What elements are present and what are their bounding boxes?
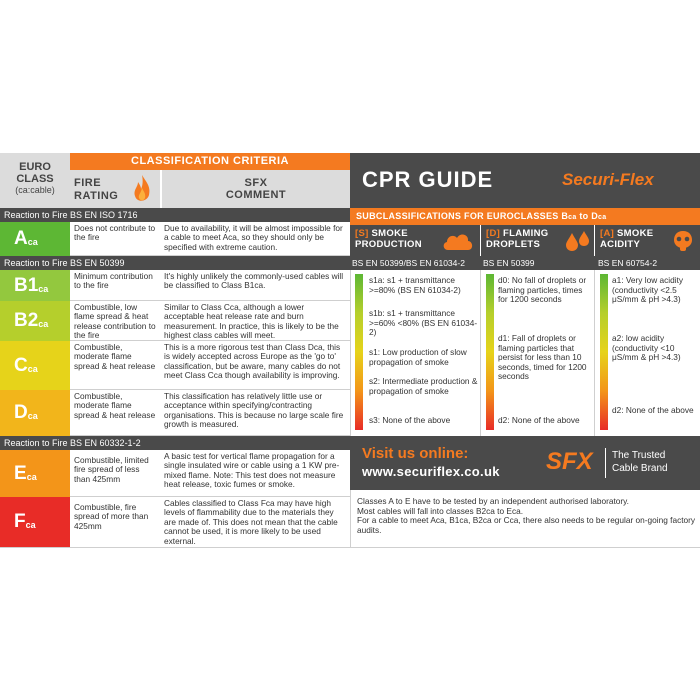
fire-line2: RATING (74, 190, 119, 202)
acidity-item-a2: a2: low acidity (conductivity <10 μS/mm & pH >4.3) (612, 333, 681, 363)
criteria-title: CLASSIFICATION CRITERIA (70, 153, 350, 170)
notes-block (350, 490, 700, 547)
class-badge-fca (0, 497, 70, 547)
note-line-1: Classes A to E have to be tested by an independent authorised laboratory. (357, 496, 629, 506)
section-iso-1716: Reaction to Fire BS EN ISO 1716 (0, 208, 350, 222)
class-sub: ca (38, 283, 49, 294)
class-badge-aca (0, 222, 70, 256)
droplets-word: FLAMING (503, 228, 549, 239)
fire-rating-aca: Does not contribute to the fire (70, 222, 160, 256)
smoke-item-s1a: s1a: s1 + transmittance >=80% (BS EN 61034-2) (369, 275, 461, 295)
fire-rating-b2ca: Combustible, low flame spread & heat release contribution to the fire (70, 301, 160, 341)
subclass-ca-1: ca (568, 214, 577, 221)
class-letter: C (14, 354, 28, 376)
section-en-60332: Reaction to Fire BS EN 60332-1-2 (0, 436, 350, 450)
droplets-icon (565, 230, 591, 252)
gas-mask-icon (671, 229, 695, 253)
divider-2 (594, 270, 595, 436)
droplets-word2: DROPLETS (486, 239, 541, 250)
droplets-item-d2: d2: None of the above (498, 415, 580, 425)
smoke-item-s2: s2: Intermediate production & propagation of smoke (369, 376, 478, 396)
acidity-item-d2: d2: None of the above (612, 405, 694, 415)
guide-header (350, 153, 700, 208)
euro-class-line1: EURO (19, 161, 51, 173)
subclass-to: to D (576, 211, 599, 221)
class-badge-b1ca (0, 270, 70, 301)
promo-url[interactable]: www.securiflex.co.uk (362, 464, 500, 479)
fire-rating-cca: Combustible, moderate flame spread & heat release (70, 341, 160, 390)
class-sub: ca (27, 411, 38, 421)
class-badge-cca (0, 341, 70, 390)
promo-visit: Visit us online: (362, 445, 469, 462)
acidity-gradient-bar (600, 274, 608, 430)
euro-class-line2: CLASS (16, 173, 54, 185)
note-line-2: Most cables will fall into classes B2ca to Eca. (357, 505, 524, 516)
class-letter: B1 (14, 274, 39, 296)
comment-dca: This classification has relatively little use or acceptance within specifying/contracting organisations. This is because no large scale fire growth is measured. (160, 390, 350, 436)
smoke-gradient-bar (355, 274, 363, 430)
fire-rating-fca: Combustible, fire spread of more than 425mm (74, 502, 149, 531)
acidity-header (595, 225, 700, 256)
smoke-item-s1b: s1b: s1 + transmittance >=60% <80% (BS EN 61034-2) (369, 308, 478, 338)
subclass-title (350, 208, 700, 225)
comment-b1ca: It's highly unlikely the commonly-used cables will be classified to Class B1ca. (160, 270, 350, 301)
promo-divider (605, 448, 606, 478)
promo-banner (350, 436, 700, 490)
class-badge-dca (0, 390, 70, 436)
smoke-code: [S] (355, 228, 369, 239)
droplets-code: [D] (486, 228, 501, 239)
class-sub: ca (38, 319, 49, 329)
section-en-50399: Reaction to Fire BS EN 50399 (0, 256, 350, 270)
droplets-item-d0: d0: No fall of droplets or flaming particles, times for 1200 seconds (498, 275, 587, 305)
comment-aca: Due to availability, it will be almost impossible for a cable to meet Aca, so they should only be specified with extreme caution. (160, 222, 350, 256)
acidity-standard: BS EN 60754-2 (598, 258, 658, 268)
flame-icon (132, 174, 152, 204)
acidity-code: [A] (600, 228, 615, 239)
acidity-word: SMOKE (617, 228, 654, 239)
smoke-word2: PRODUCTION (355, 239, 422, 250)
sfx-logo: SFX (546, 448, 593, 475)
acidity-word2: ACIDITY (600, 239, 641, 250)
droplets-standard: BS EN 50399 (483, 258, 535, 268)
promo-tag1: The Trusted (612, 450, 666, 461)
class-sub: ca (26, 471, 37, 482)
subclass-title-a: SUBCLASSIFICATIONS FOR EUROCLASSES B (356, 211, 569, 221)
comment-cca: This is a more rigorous test than Class Dca, this is widely accepted across Europe as the 'go to' classification, but be aware, many cables do not meet Class Cca though availability is improving. (160, 341, 350, 390)
class-letter: F (14, 511, 26, 532)
class-badge-b2ca (0, 301, 70, 341)
fire-rating-eca: Combustible, limited fire spread of less than 425mm (70, 450, 160, 497)
class-letter: B2 (14, 310, 39, 331)
comment-fca: Cables classified to Class Fca may have high levels of flammability due to the materials they are made of. This does not mean that the cable cannot be used, it is more likely to be used external. (164, 498, 338, 546)
class-letter: A (14, 228, 28, 249)
droplets-gradient-bar (486, 274, 494, 430)
class-sub: ca (27, 237, 38, 247)
smoke-header (350, 225, 480, 256)
promo-tag2: Cable Brand (612, 463, 668, 474)
sfx-line2: COMMENT (225, 189, 287, 201)
comment-eca: A basic test for vertical flame propagation for a single insulated wire or cable using a 1 KW pre-mixed flame. Note: This test does not measure heat release, toxic fumes or smoke. (160, 450, 350, 497)
note-line-3: For a cable to meet Aca, B1ca, B2ca or Cca, there also needs to be regular on-going factory audits. (357, 515, 696, 535)
droplets-item-d1: d1: Fall of droplets or flaming particles that persist for less than 10 seconds, timed for 1200 seconds (498, 333, 587, 382)
acidity-item-a1: a1: Very low acidity (conductivity <2.5 μS/mm & pH >4.3) (612, 275, 684, 305)
smoke-item-s3: s3: None of the above (369, 415, 451, 425)
class-letter: E (14, 462, 27, 484)
class-letter: D (14, 402, 28, 423)
class-sub: ca (27, 363, 38, 374)
fire-line1: FIRE (74, 177, 102, 189)
brand-logo: Securi-Flex (562, 170, 654, 189)
fire-rating-b1ca: Minimum contribution to the fire (70, 270, 160, 301)
smoke-standard: BS EN 50399/BS EN 61034-2 (352, 258, 465, 268)
class-badge-eca (0, 450, 70, 497)
euro-class-line3: (ca:cable) (15, 185, 55, 195)
smoke-word: SMOKE (371, 228, 408, 239)
droplets-header (481, 225, 594, 256)
fire-rating-dca: Combustible, moderate flame spread & heat release (70, 390, 160, 436)
sfx-comment-header (160, 170, 350, 208)
cloud-icon (442, 231, 474, 251)
bottom-border (0, 547, 700, 548)
subclass-ca-2: ca (598, 214, 607, 221)
class-sub: ca (25, 520, 36, 530)
sfx-line1: SFX (244, 177, 268, 189)
smoke-item-s1: s1: Low production of slow propagation of smoke (369, 347, 467, 367)
fire-rating-header (70, 170, 160, 208)
guide-title: CPR GUIDE (362, 167, 494, 192)
comment-b2ca: Similar to Class Cca, although a lower acceptable heat release rate and burn measurement. In practice, this is likely to be the highest class cables will meet. (160, 301, 350, 341)
divider-1 (480, 270, 481, 436)
euro-class-header (0, 153, 70, 208)
